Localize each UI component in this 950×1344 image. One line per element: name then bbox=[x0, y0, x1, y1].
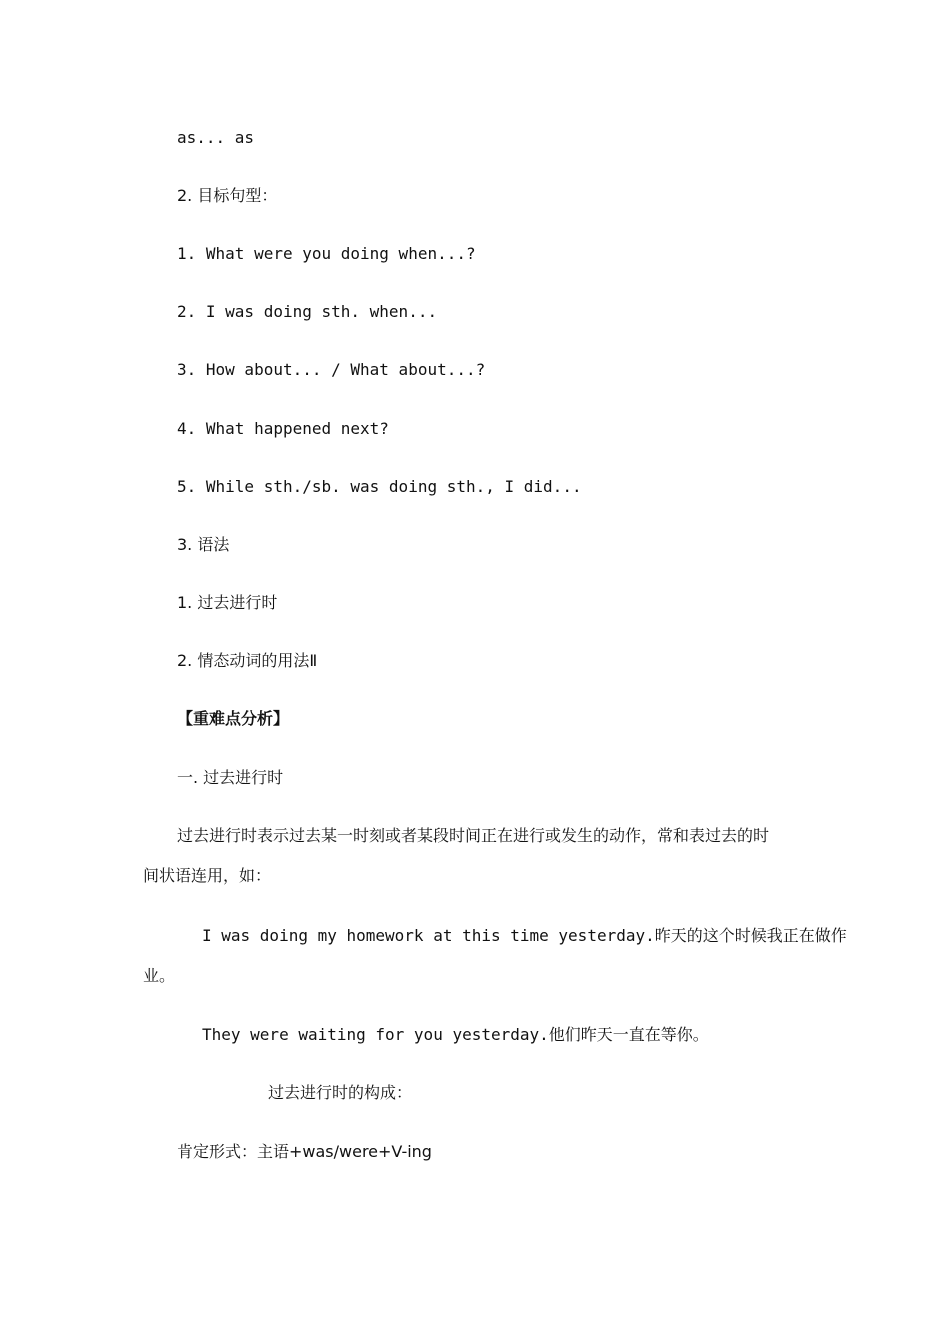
text-line: 2. 情态动词的用法Ⅱ bbox=[177, 651, 318, 670]
text-line: 1. What were you doing when...? bbox=[177, 244, 476, 263]
text-line: 1. 过去进行时 bbox=[177, 593, 278, 612]
section-heading: 2. 目标句型： bbox=[177, 186, 278, 205]
text-line: 3. How about... / What about...? bbox=[177, 360, 486, 379]
subsection-heading: 一. 过去进行时 bbox=[177, 768, 284, 787]
example-line: 业。 bbox=[143, 966, 176, 985]
subsection-heading: 过去进行时的构成： bbox=[268, 1083, 413, 1102]
section-heading: 3. 语法 bbox=[177, 535, 230, 554]
text-line: as... as bbox=[177, 128, 255, 147]
text-line: 4. What happened next? bbox=[177, 419, 389, 438]
text-line: 肯定形式：主语+was/were+V-ing bbox=[177, 1142, 432, 1161]
paragraph-line: 过去进行时表示过去某一时刻或者某段时间正在进行或发生的动作，常和表过去的时 bbox=[177, 826, 770, 845]
example-line: I was doing my homework at this time yesterday.昨天的这个时候我正在做作 bbox=[202, 926, 847, 945]
text-line: 2. I was doing sth. when... bbox=[177, 302, 438, 321]
text-line: 5. While sth./sb. was doing sth., I did... bbox=[177, 477, 582, 496]
paragraph-line: 间状语连用，如： bbox=[143, 866, 272, 885]
example-line: They were waiting for you yesterday.他们昨天一直在等你。 bbox=[202, 1025, 709, 1044]
section-heading: 【重难点分析】 bbox=[177, 709, 290, 728]
